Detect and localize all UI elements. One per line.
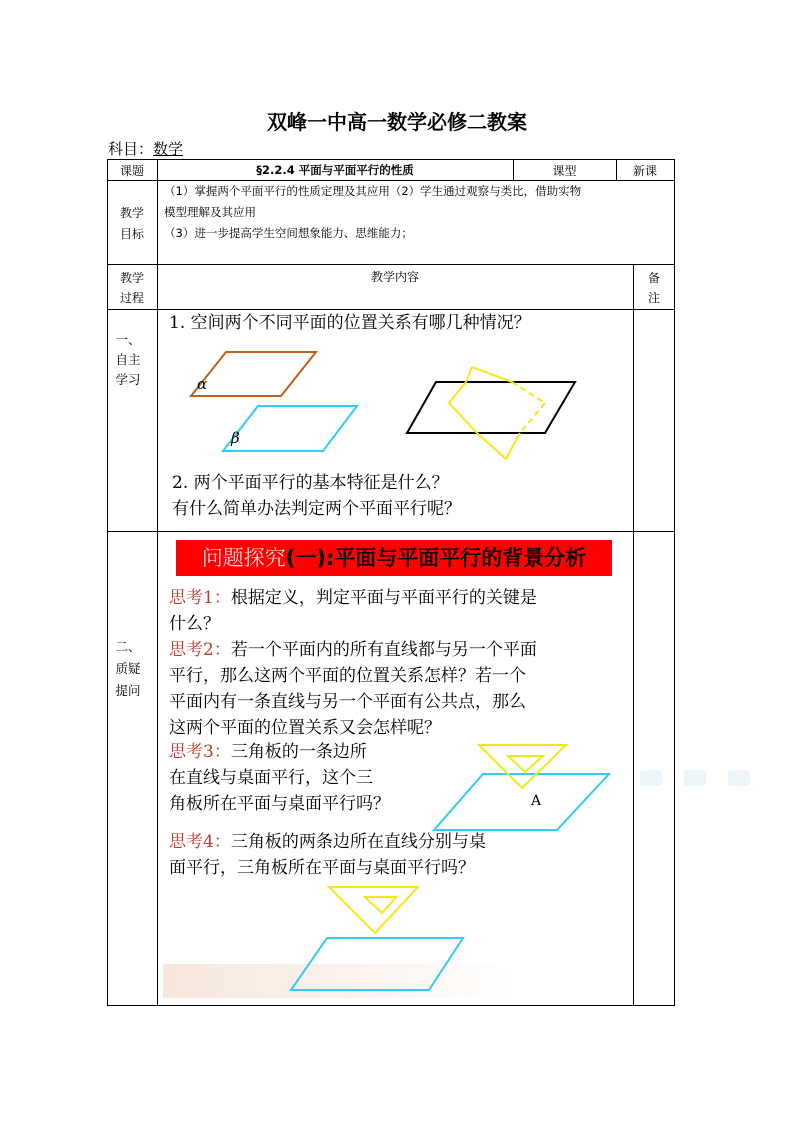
process-label: 教学 过程 (119, 271, 144, 305)
goals-line: （3）进一步提高学生空间想象能力、思维能力； (164, 226, 413, 240)
think-4-tag: 思考4： (169, 832, 231, 852)
think-1-tag: 思考1： (169, 588, 231, 608)
goals-label: 教学 目标 (119, 206, 144, 241)
goals-line: 模型理解及其应用 (164, 205, 256, 219)
section1-question1: 1. 空间两个不同平面的位置关系有哪几种情况？ (169, 313, 531, 333)
think-1: 思考1：根据定义，判定平面与平面平行的关键是 什么？ (169, 588, 537, 634)
table-plane (434, 774, 609, 830)
table-plane-2 (291, 938, 463, 990)
plane-vertical (512, 382, 545, 403)
plane-alpha-label: α (197, 375, 208, 393)
topic-value: §2.2.4 平面与平面平行的性质 (256, 163, 414, 177)
section1-label: 一、 自主 学习 (115, 332, 141, 387)
plane-vertical (472, 367, 512, 382)
triangle-board (479, 745, 566, 788)
banner-title: (一):平面与平面平行的背景分析 (285, 546, 587, 570)
think-4: 思考4：三角板的两条边所在直线分别与桌 面平行，三角板所在平面与桌面平行吗？ (169, 832, 486, 878)
think-3: 思考3：三角板的一条边所 在直线与桌面平行，这个三 角板所在平面与桌面平行吗？ (169, 742, 390, 814)
plane-beta (223, 406, 357, 451)
plane-vertical (520, 403, 545, 433)
plane-horizontal (407, 382, 575, 433)
plane-vertical (466, 367, 472, 382)
banner-prefix: 问题探究 (201, 546, 286, 570)
triangle-board-2 (329, 887, 418, 933)
type-value: 新课 (632, 164, 657, 178)
subject-value: 数学 (153, 140, 184, 158)
subject-label: 科目： (108, 140, 154, 158)
plane-vertical (449, 382, 477, 433)
triangle-board-inner (508, 756, 543, 772)
plane-vertical (477, 433, 520, 459)
think-2-tag: 思考2： (169, 640, 231, 660)
type-label: 课型 (552, 164, 577, 178)
section1-question2: 2. 两个平面平行的基本特征是什么？ 有什么简单办法判定两个平面平行呢？ (172, 473, 461, 519)
notes-header: 备 注 (647, 271, 660, 305)
topic-label: 课题 (119, 164, 144, 178)
plane-alpha (191, 352, 316, 396)
think-2: 思考2：若一个平面内的所有直线都与另一个平面 平行，那么这两个平面的位置关系怎样？若一个 平面内有一条直线与另一个平面有公共点，那么 这两个平面的位置关系又会怎样呢？ (169, 640, 537, 738)
plane-beta-label: β (231, 429, 240, 447)
section2-label: 二、 质疑 提问 (115, 639, 141, 698)
page-title: 双峰一中高一数学必修二教案 (267, 110, 527, 134)
goals-line: （1）掌握两个平面平行的性质定理及其应用（2）学生通过观察与类比，借助实物 (164, 184, 582, 198)
content-header: 教学内容 (370, 270, 419, 284)
watermark-mark (640, 770, 750, 786)
think-3-tag: 思考3： (169, 742, 231, 762)
triangle-board-2-inner (365, 897, 396, 913)
point-a-label: A (531, 793, 542, 809)
